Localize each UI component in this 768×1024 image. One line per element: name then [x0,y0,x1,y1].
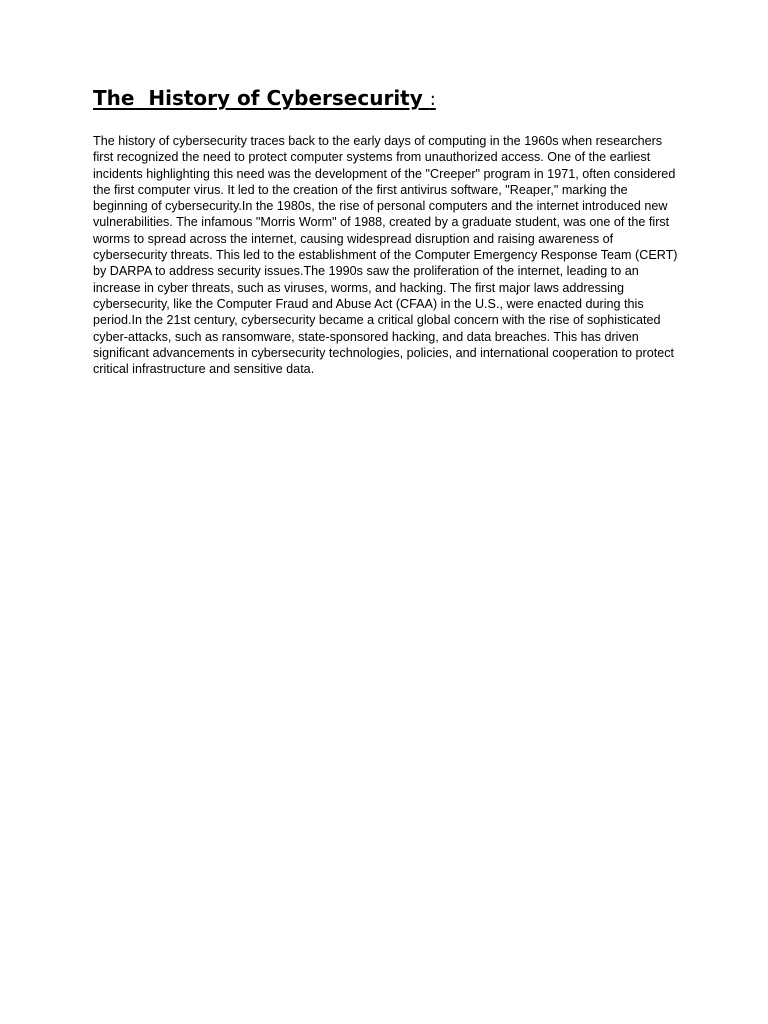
document-title [93,85,436,113]
document-title-colon: : [429,89,436,110]
document-title-text: The History of Cybersecurity [93,86,430,110]
document-body-paragraph: The history of cybersecurity traces back to the early days of computing in the 1960s when researchers first recognized the need to protect computer systems from unauthorized access. One of the earliest incidents highlighting this need was the development of the "Creeper" program in 1971, often considered the first computer virus. It led to the creation of the first antivirus software, "Reaper," marking the beginning of cybersecurity.In the 1980s, the rise of personal computers and the internet introduced new vulnerabilities. The infamous "Morris Worm" of 1988, created by a graduate student, was one of the first worms to spread across the internet, causing widespread disruption and raising awareness of cybersecurity threats. This led to the establishment of the Computer Emergency Response Team (CERT) by DARPA to address security issues.The 1990s saw the proliferation of the internet, leading to an increase in cyber threats, such as viruses, worms, and hacking. The first major laws addressing cybersecurity, like the Computer Fraud and Abuse Act (CFAA) in the U.S., were enacted during this period.In the 21st century, cybersecurity became a critical global concern with the rise of sophisticated cyber-attacks, such as ransomware, state-sponsored hacking, and data breaches. This has driven significant advancements in cybersecurity technologies, policies, and international cooperation to protect critical infrastructure and sensitive data. [93,134,678,377]
